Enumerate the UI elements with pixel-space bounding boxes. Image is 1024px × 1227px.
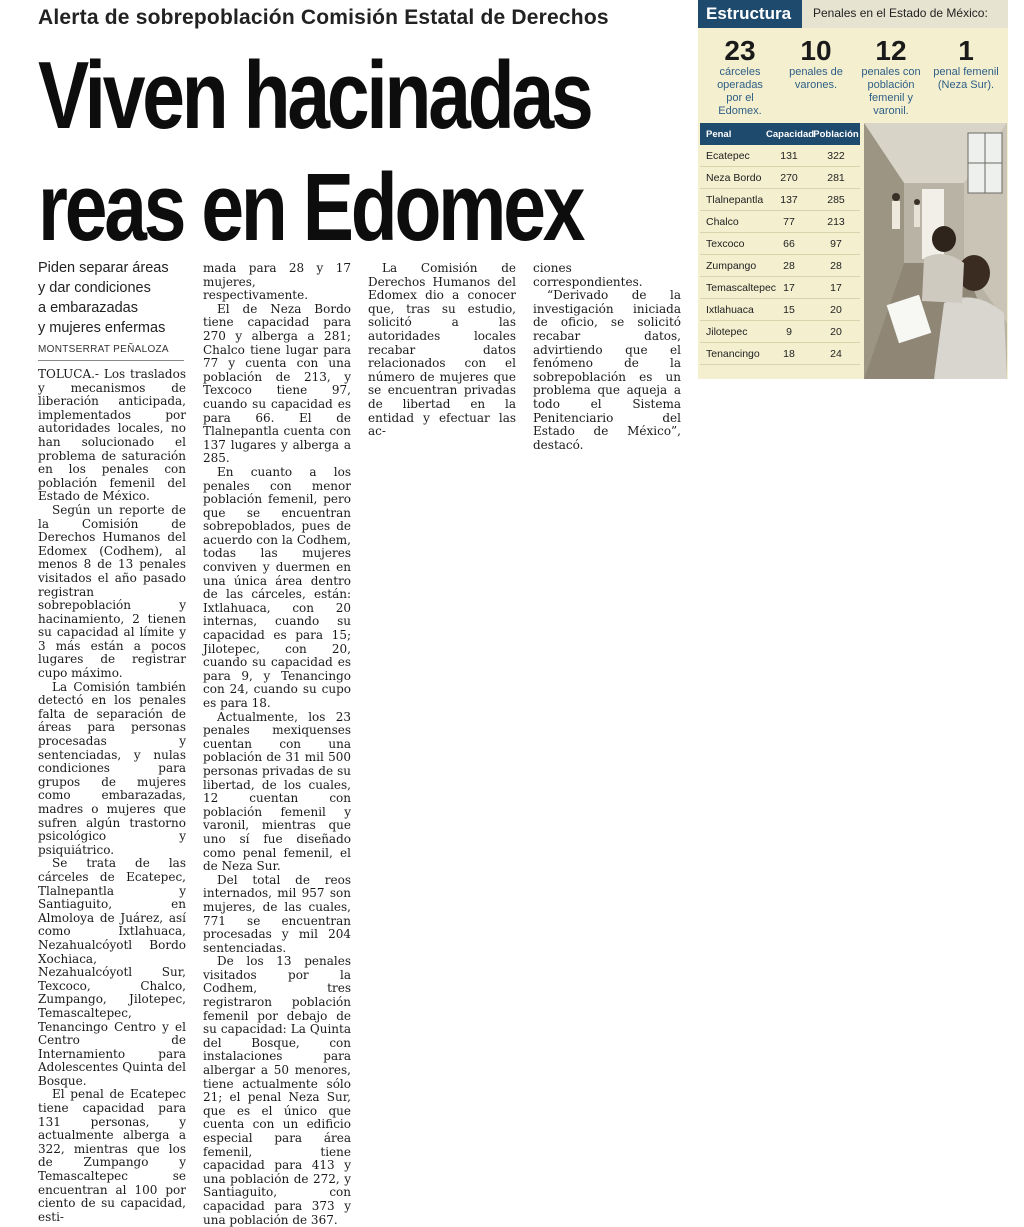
cell-penal: Texcoco	[706, 237, 745, 250]
cell-capacidad: 28	[783, 259, 795, 272]
headline-line-1: Viven hacinadas	[38, 42, 591, 149]
paragraph: El penal de Ecatepec tiene capacidad para 131 personas, y actualmente alberga a 322, mientras que los de Zumpango y Temascaltepec se encuentran al 100 por ciento de su capacidad, esti-	[38, 1087, 186, 1224]
cell-poblacion: 20	[830, 325, 842, 338]
sidebar-tag: Estructura	[698, 0, 802, 28]
deck-line: a embarazadas	[38, 300, 138, 316]
deck-line: y dar condiciones	[38, 280, 151, 296]
stat-mixtos	[858, 36, 924, 118]
cell-poblacion: 213	[827, 215, 845, 228]
deck	[38, 258, 188, 338]
stat-number: 10	[800, 35, 832, 66]
stat-label: penal femenil (Neza Sur).	[933, 66, 999, 91]
paragraph: TOLUCA.- Los traslados y mecanismos de liberación anticipada, implementados por autoridades locales, no han solucionado el problema de saturación en los penales con población femenil del Estado de México.	[38, 367, 186, 504]
cell-penal: Ixtlahuaca	[706, 303, 754, 316]
paragraph: Del total de reos internados, mil 957 son mujeres, de las cuales, 771 se encuentran procesadas y mil 204 sentenciadas.	[203, 872, 351, 955]
stat-number: 1	[958, 35, 974, 66]
cell-poblacion: 97	[830, 237, 842, 250]
cell-poblacion: 28	[830, 259, 842, 272]
paragraph: En cuanto a los penales con menor población femenil, pero que se encuentran sobrepoblados, pues de acuerdo con la Codhem, todas las mujeres conviven y duermen en una única área dentro de las cárceles, están: Ixtlahuaca, con 20 internas, cuando su capacidad es para 15; Jilotepec, con 20, cuando su capacidad es para 9, y Tenancingo con 24, cuando su cupo es para 18.	[203, 464, 351, 710]
kicker: Alerta de sobrepoblación Comisión Estatal de Derechos	[38, 6, 609, 29]
stat-label: penales con población femenil y varonil.	[861, 66, 921, 117]
cell-poblacion: 281	[827, 171, 845, 184]
cell-poblacion: 322	[827, 149, 845, 162]
cell-poblacion: 24	[830, 347, 842, 360]
cell-penal: Chalco	[706, 215, 739, 228]
paragraph: La Comisión también detectó en los penales falta de separación de áreas para personas procesadas y sentenciadas, y nulas condiciones para grupos de mujeres como embarazadas, madres o mujeres que sufren algún trastorno psicológico y psiquiátrico.	[38, 679, 186, 857]
paragraph: ciones correspondientes.	[533, 261, 643, 289]
article-column-2	[203, 262, 351, 1227]
table-row	[700, 145, 860, 167]
cell-poblacion: 285	[827, 193, 845, 206]
cell-capacidad: 77	[783, 215, 795, 228]
deck-line: y mujeres enfermas	[38, 320, 166, 336]
paragraph: Actualmente, los 23 penales mexiquenses cuentan con una población de 31 mil 500 personas privadas de su libertad, de los cuales, 12 cuentan con población femenil y varonil, mientras que uno sí fue diseñado como penal femenil, el de Neza Sur.	[203, 709, 351, 874]
cell-penal: Zumpango	[706, 259, 757, 272]
byline: MONTSERRAT PEÑALOZA	[38, 344, 184, 361]
paragraph: “Derivado de la investigación iniciada de oficio, se solicitó recabar datos, advirtiendo que el fenómeno de la sobrepoblación es un problema que aqueja a todo el Sistema Penitenciario del Estado de México”, destacó.	[533, 288, 681, 452]
cell-capacidad: 9	[786, 325, 792, 338]
cell-poblacion: 20	[830, 303, 842, 316]
table-row	[700, 189, 860, 211]
table-row	[700, 343, 860, 365]
prison-corridor-photo	[864, 123, 1007, 379]
cell-penal: Tlalnepantla	[706, 193, 764, 206]
paragraph: Se trata de las cárceles de Ecatepec, Tlalnepantla y Santiaguito, en Almoloya de Juárez, así como Ixtlahuaca, Nezahualcóyotl Bordo Xochiaca, Nezahualcóyotl Sur, Texcoco, Chalco, Zumpango, Jilotepec, Temascaltepec, Tenancingo Centro y el Centro de Internamiento para Adolescentes Quinta del Bosque.	[38, 856, 186, 1088]
cell-penal: Tenancingo	[706, 347, 760, 360]
table-row	[700, 321, 860, 343]
table-header	[700, 123, 860, 145]
table-row	[700, 233, 860, 255]
cell-penal: Jilotepec	[706, 325, 748, 338]
table-row	[700, 255, 860, 277]
cell-capacidad: 131	[780, 149, 798, 162]
stat-number: 23	[724, 35, 756, 66]
paragraph: El de Neza Bordo tiene capacidad para 270 y alberga a 281; Chalco tiene lugar para 77 y cuenta con una población de 213, y Texcoco tiene 97, cuando su capacidad es para 66. El de Tlalnepantla cuenta con 137 lugares y alberga a 285.	[203, 301, 351, 466]
table-row	[700, 277, 860, 299]
headline	[38, 40, 591, 264]
headline-line-2: reas en Edomex	[38, 154, 583, 261]
stat-femenil	[930, 36, 1002, 92]
prison-table	[700, 123, 860, 365]
stat-label: cárceles operadas por el Edomex.	[717, 66, 763, 117]
cell-capacidad: 18	[783, 347, 795, 360]
table-row	[700, 211, 860, 233]
header-penal: Penal	[706, 128, 732, 140]
paragraph: Según un reporte de la Comisión de Derechos Humanos del Edomex (Codhem), al menos 8 de 13 penales visitados el año pasado registran sobrepoblación y hacinamiento, 2 tienen su capacidad al límite y 3 más están a pocos lugares de registrar cupo máximo.	[38, 502, 186, 681]
stat-carceles	[710, 36, 770, 118]
cell-penal: Temascaltepec	[706, 281, 777, 294]
cell-penal: Neza Bordo	[706, 171, 762, 184]
cell-capacidad: 17	[783, 281, 795, 294]
article-column-1	[38, 368, 186, 1224]
paragraph: De los 13 penales visitados por la Codhem, tres registraron población femenil por debajo de su capacidad: La Quinta del Bosque, con instalaciones para albergar a 50 menores, tiene actualmente sólo 21; el penal Neza Sur, que es el único que cuenta con un edificio especial para área femenil, tiene capacidad para 413 y una población de 272, y Santiaguito, con capacidad para 373 y una población de 367.	[203, 954, 351, 1227]
sidebar-header	[698, 0, 1008, 28]
deck-line: Piden separar áreas	[38, 260, 169, 276]
cell-capacidad: 15	[783, 303, 795, 316]
article-column-4	[533, 262, 681, 452]
stat-label: penales de varones.	[789, 66, 843, 91]
stat-number: 12	[875, 35, 907, 66]
header-capacidad: Capacidad	[766, 128, 815, 140]
table-row	[700, 299, 860, 321]
article-column-3	[368, 262, 516, 439]
header-poblacion: Población	[813, 128, 859, 140]
paragraph: mada para 28 y 17 mujeres, respectivamente.	[203, 261, 351, 303]
sidebar-subtitle: Penales en el Estado de México:	[813, 6, 988, 20]
table-row	[700, 167, 860, 189]
cell-capacidad: 137	[780, 193, 798, 206]
cell-poblacion: 17	[830, 281, 842, 294]
cell-capacidad: 270	[780, 171, 798, 184]
paragraph: La Comisión de Derechos Humanos del Edomex dio a conocer que, tras su estudio, solicitó a las autoridades locales recabar datos relacionados con el número de mujeres que se encuentran privadas de libertad en la entidad y efectuar las ac-	[368, 261, 516, 439]
cell-penal: Ecatepec	[706, 149, 750, 162]
stat-varones	[786, 36, 846, 92]
cell-capacidad: 66	[783, 237, 795, 250]
